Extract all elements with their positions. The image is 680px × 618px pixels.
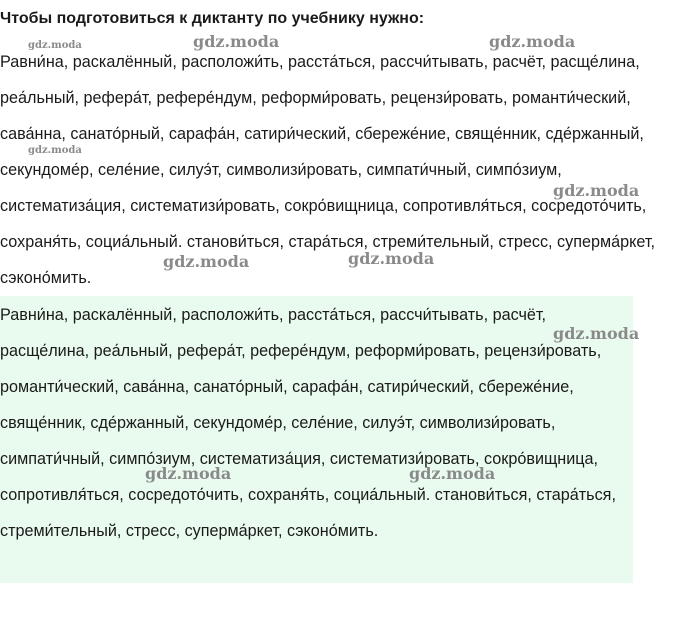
word-list-highlighted-text: Равни́на, раскалённый, расположи́ть, расста́ться, рассчи́тывать, расчёт, расще́лина, реа́льный, рефера́т, рефере́ндум, реформи́ровать, рецензи́ровать, романти́ческий, сава́нна, санато́рный, сарафа́н, сатири́ческий, сбереже́ние, свяще́нник, сде́ржанный, секундоме́р, селе́ние, силуэ́т, символизи́ровать, симпати́чный, симпо́зиум, систематиза́ция, систематизи́ровать, сокро́вищница, сопротивля́ться, сосредото́чить, сохраня́ть, социа́льный. станови́ться, стара́ться, стреми́тельный, стресс, суперма́ркет, сэконо́мить.	[0, 306, 616, 540]
task-heading: Чтобы подготовиться к диктанту по учебнику нужно:	[0, 10, 425, 27]
watermark-logo: gdz.moda	[28, 40, 82, 51]
watermark-logo: gdz.moda	[553, 324, 640, 343]
watermark-logo: gdz.moda	[28, 145, 82, 156]
watermark-logo: gdz.moda	[409, 464, 496, 483]
watermark-logo: gdz.moda	[553, 181, 640, 200]
word-list-plain-text: Равни́на, раскалённый, расположи́ть, расста́ться, рассчи́тывать, расчёт, расще́лина, реа́льный, рефера́т, рефере́ндум, реформи́ровать, рецензи́ровать, романти́ческий, сава́нна, санато́рный, сарафа́н, сатири́ческий, сбереже́ние, свяще́нник, сде́ржанный, секундоме́р, селе́ние, силуэ́т, символизи́ровать, симпати́чный, симпо́зиум, систематиза́ция, систематизи́ровать, сокро́вищница, сопротивля́ться, сосредото́чить, сохраня́ть, социа́льный. станови́ться, стара́ться, стреми́тельный, стресс, суперма́ркет, сэконо́мить.	[0, 53, 655, 287]
watermark-logo: gdz.moda	[145, 464, 232, 483]
word-list-plain	[0, 44, 676, 296]
word-list-highlighted	[0, 296, 633, 583]
watermark-logo: gdz.moda	[163, 252, 250, 271]
watermark-logo: gdz.moda	[348, 249, 435, 268]
watermark-logo: gdz.moda	[489, 32, 576, 51]
watermark-logo: gdz.moda	[193, 32, 280, 51]
